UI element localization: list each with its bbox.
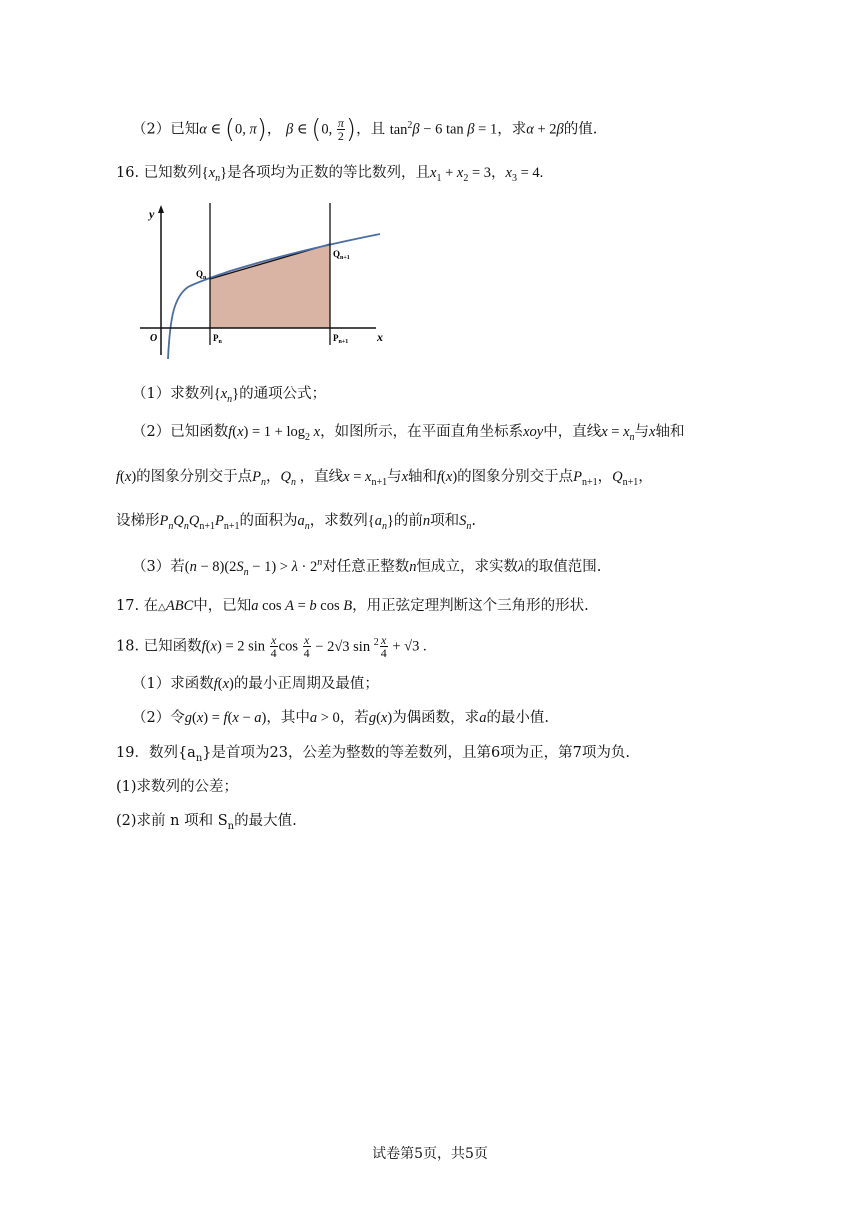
q18-part2: （2）令g(x) = f(x − a)，其中a > 0，若g(x)为偶函数，求a的最小值. [132, 710, 550, 726]
page-footer: 试卷第5页，共5页 [372, 1146, 488, 1162]
y-axis-arrow [158, 205, 164, 213]
q18-part1: （1）求函数f(x)的最小正周期及最值； [132, 676, 379, 692]
q19-part2: (2)求前 n 项和 $S_n$的最大值. [116, 813, 297, 832]
q17: 17. 在△ABC中，已知a cos A = b cos B，用正弦定理判断这个三角形的形状. [116, 598, 589, 614]
q19-stem: 19．数列$\{a_n\}$是首项为23，公差为整数的等差数列，且第6项为正，第7项为负. [116, 745, 631, 764]
q19-part1: (1)求数列的公差； [116, 779, 239, 795]
pn1-label: $P_{n+1}$ [333, 333, 349, 345]
pn-label: $P_n$ [213, 333, 222, 345]
shaded-region [210, 244, 330, 328]
y-label: y [149, 207, 155, 221]
origin-label: O [150, 333, 158, 344]
q15-part2: （2）已知α ∈ (0, π)， β ∈ (0, $\frac{\pi}{2}$ )，且 $\tan^2\beta - 6$ tan β = 1，求α + 2β的值. [132, 114, 598, 145]
q16-part2-line2: f(x)的图象分别交于点$P_n$，$Q_n$ ，直线$x = x_{n+1}$与x轴和f(x)的图象分别交于点$P_{n+1}$，$Q_{n+1}$， [116, 469, 653, 488]
q16-part2-line3: 设梯形$P_nQ_nQ_{n+1}P_{n+1}$的面积为$a_n$，求数列$\{a_n\}$的前n项和$S_n$. [116, 513, 477, 532]
q16-stem: 16. 已知数列$\{x_n\}$是各项均为正数的等比数列，且$x_1 + x_2 = 3$，$x_3 = 4$. [116, 165, 544, 184]
qn1-label: $Q_{n+1}$ [333, 249, 350, 261]
qn-label: $Q_n$ [196, 269, 207, 281]
q18: 18. 已知函数f(x) = 2 sin $\frac{x}{4}$ cos $\frac{x}{4}$ − 2√3 sin $^2$ $\frac{x}{4}$ + √3 . [116, 633, 427, 660]
q16-figure [140, 197, 390, 359]
q16-part1: （1）求数列$\{x_n\}$的通项公式； [132, 386, 327, 405]
x-label: x [377, 330, 383, 344]
q16-part2-line1: （2）已知函数$f(x) = 1 + \log_2 x$，如图所示，在平面直角坐标系xoy中，直线$x = x_n$与x轴和 [132, 424, 685, 443]
q16-part3: （3）若$(n - 8)(2S_n - 1) > \lambda \cdot 2^n$对任意正整数n恒成立，求实数λ的取值范围. [132, 557, 602, 578]
